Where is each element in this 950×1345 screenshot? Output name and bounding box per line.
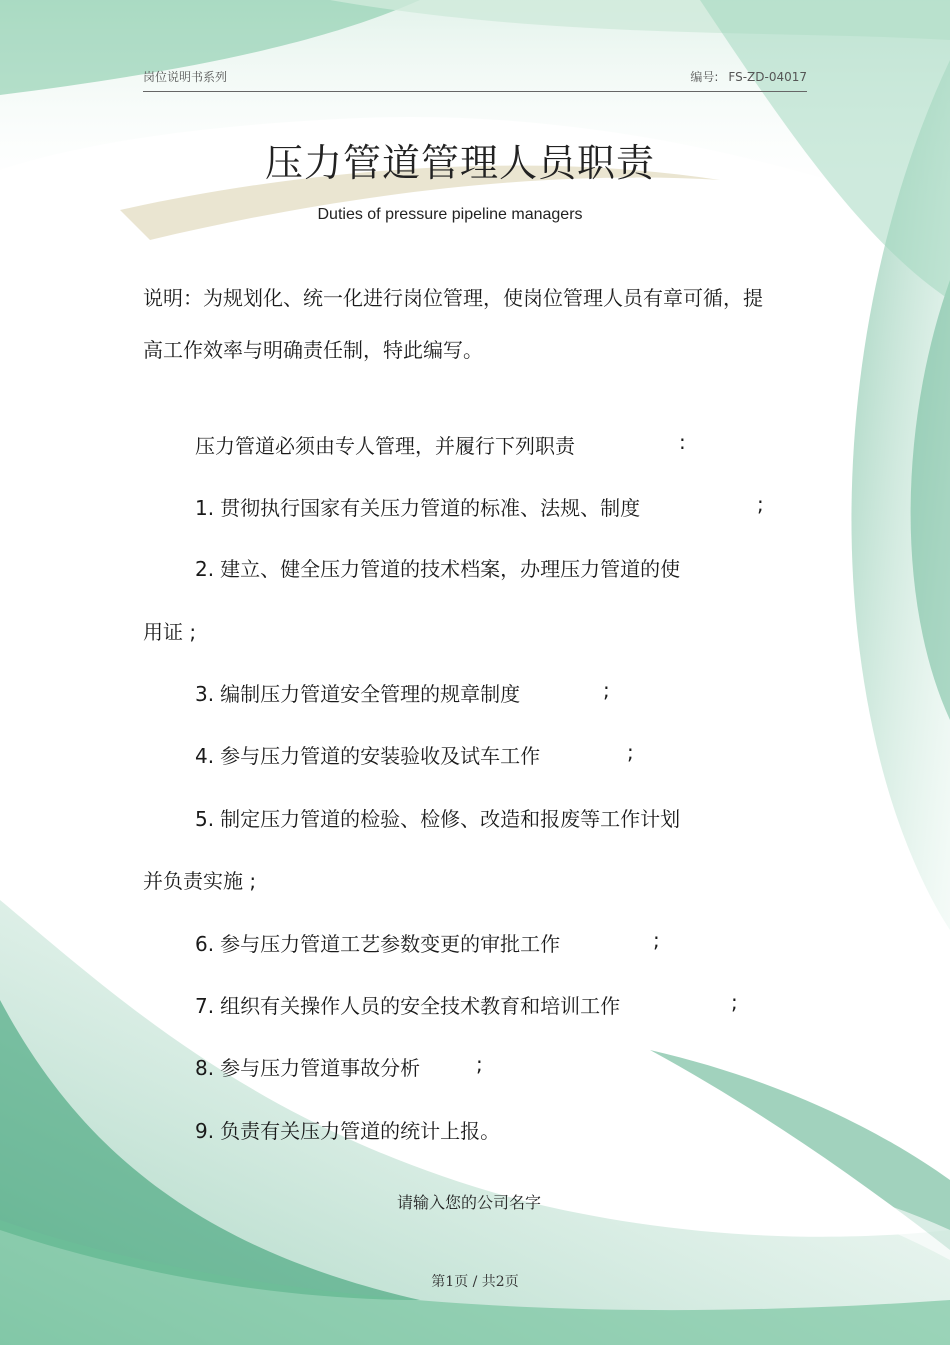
duty-item-4 bbox=[195, 740, 634, 769]
duty-item-5-continued: 并负责实施 ; bbox=[143, 869, 257, 893]
duties-lead bbox=[195, 430, 686, 459]
duty-text: 参与压力管道工艺参数变更的审批工作 bbox=[220, 932, 561, 956]
duty-item-2 bbox=[195, 553, 680, 582]
duty-tail: ; bbox=[731, 990, 738, 1014]
duty-item-6 bbox=[195, 928, 660, 957]
header-divider bbox=[143, 91, 807, 92]
duty-tail: ; bbox=[757, 492, 764, 516]
duty-text: 参与压力管道事故分析 bbox=[220, 1056, 421, 1080]
header-code-label: 编号: bbox=[690, 70, 719, 84]
duty-number: 3. bbox=[195, 682, 215, 706]
company-name-placeholder: 请输入您的公司名字 bbox=[396, 1193, 541, 1212]
header-series: 岗位说明书系列 bbox=[143, 70, 228, 84]
duty-tail: ; bbox=[476, 1052, 483, 1076]
duty-tail: ; bbox=[603, 678, 610, 702]
duty-text: 贯彻执行国家有关压力管道的标准、法规、制度 bbox=[220, 496, 641, 520]
duty-item-2-continued: 用证 ; bbox=[143, 620, 197, 644]
duty-text: 编制压力管道安全管理的规章制度 bbox=[220, 682, 521, 706]
duty-item-1 bbox=[195, 492, 764, 521]
duty-number: 1. bbox=[195, 496, 215, 520]
duties-lead-text: 压力管道必须由专人管理，并履行下列职责 bbox=[195, 434, 575, 458]
page-subtitle: Duties of pressure pipeline managers bbox=[317, 206, 583, 223]
duty-number: 7. bbox=[195, 994, 215, 1018]
duties-lead-colon: : bbox=[679, 430, 686, 454]
duty-item-5 bbox=[195, 803, 680, 832]
duty-number: 6. bbox=[195, 932, 215, 956]
duty-text: 负责有关压力管道的统计上报。 bbox=[220, 1119, 501, 1143]
duty-number: 2. bbox=[195, 557, 215, 581]
duty-tail: ; bbox=[653, 928, 660, 952]
duty-item-8 bbox=[195, 1052, 483, 1081]
page-number: 第1页 / 共2页 bbox=[431, 1274, 519, 1290]
duty-number: 4. bbox=[195, 744, 215, 768]
duty-item-9 bbox=[195, 1115, 500, 1144]
header-code-value: FS-ZD-04017 bbox=[728, 70, 807, 84]
duty-item-3 bbox=[195, 678, 610, 707]
duty-text: 组织有关操作人员的安全技术教育和培训工作 bbox=[220, 994, 621, 1018]
page-title: 压力管道管理人员职责 bbox=[264, 141, 655, 185]
duty-text: 参与压力管道的安装验收及试车工作 bbox=[220, 744, 541, 768]
header-code bbox=[690, 68, 807, 85]
duty-text: 制定压力管道的检验、检修、改造和报废等工作计划 bbox=[220, 807, 681, 831]
intro-paragraph: 说明：为规划化、统一化进行岗位管理，使岗位管理人员有章可循，提高工作效率与明确责任制，特此编写。 bbox=[143, 286, 763, 362]
duty-number: 8. bbox=[195, 1056, 215, 1080]
duty-number: 5. bbox=[195, 807, 215, 831]
duty-number: 9. bbox=[195, 1119, 215, 1143]
duty-tail: ; bbox=[627, 740, 634, 764]
duty-text: 建立、健全压力管道的技术档案，办理压力管道的使 bbox=[220, 557, 681, 581]
duty-item-7 bbox=[195, 990, 738, 1019]
